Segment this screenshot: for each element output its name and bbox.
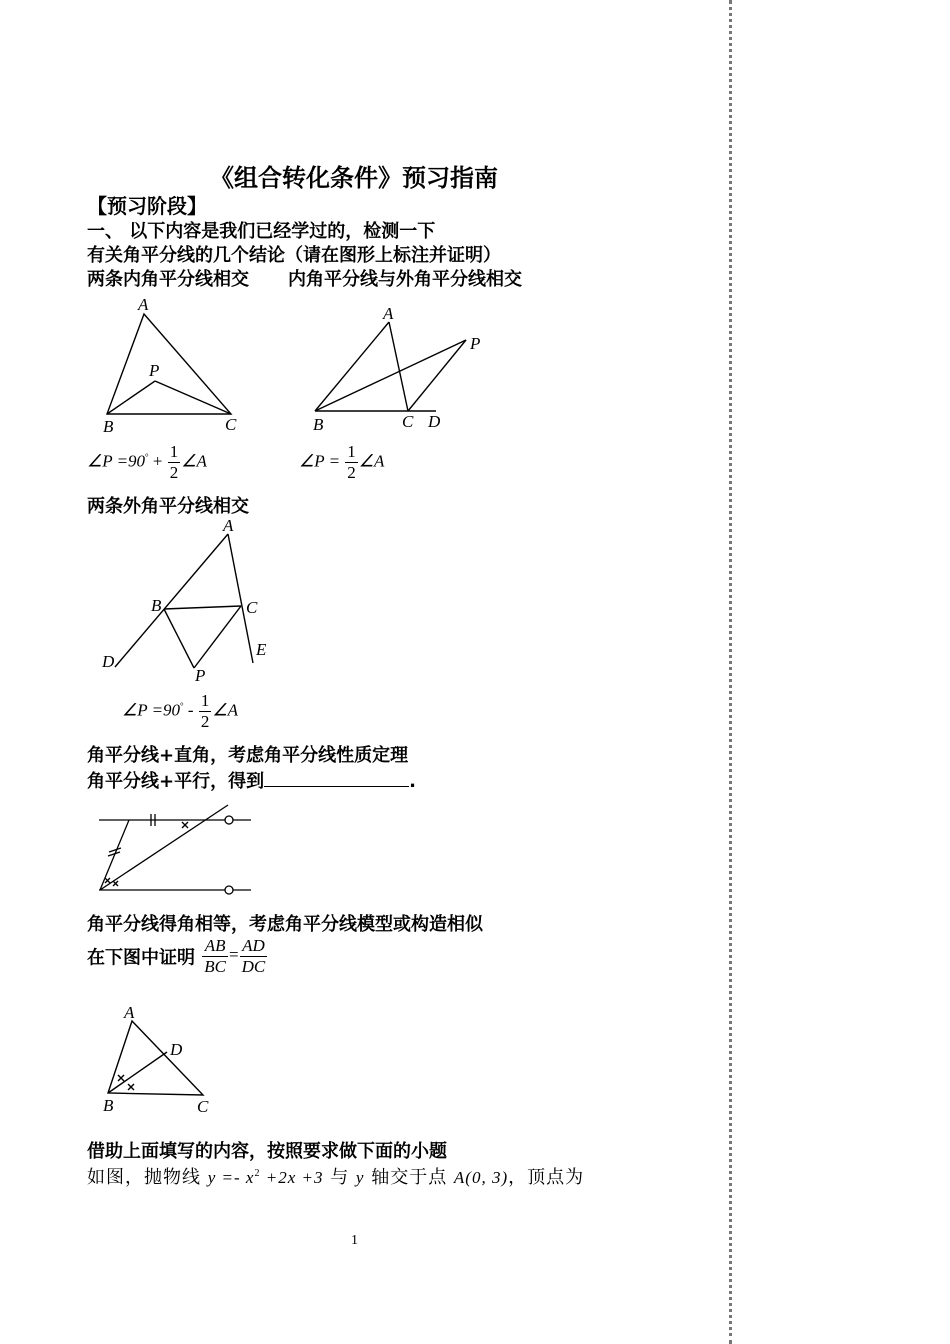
fig2-label-c: C	[402, 412, 414, 431]
binding-margin-line	[729, 0, 732, 1344]
formula-exterior: ∠P =90° - $\frac{1}{2}$ ∠A	[122, 691, 238, 731]
line-right-angle: 角平分线+直角，考虑角平分线性质定理	[87, 745, 409, 766]
task-heading: 借助上面填写的内容，按照要求做下面的小题	[87, 1141, 447, 1162]
fig2-label-d: D	[428, 412, 441, 431]
subheading: 有关角平分线的几个结论（请在图形上标注并证明）	[87, 245, 501, 266]
page-number: 1	[351, 1233, 358, 1248]
fig2-label-a: A	[383, 304, 394, 323]
fig3-label-p: P	[195, 666, 206, 685]
formula-interior-exterior: ∠P = $\frac{1}{2}$ ∠A	[299, 442, 385, 482]
figure-exterior-bisectors	[95, 510, 285, 690]
fig5-label-d: D	[170, 1040, 183, 1059]
fig3-label-b: B	[151, 596, 162, 615]
formula-interior: ∠P =90° + $\frac{1}{2}$ ∠A	[87, 442, 207, 482]
line-similar: 角平分线得角相等，考虑角平分线模型或构造相似	[87, 914, 483, 935]
fig1-label-b: B	[103, 417, 114, 436]
fig5-label-b: B	[103, 1096, 114, 1115]
figure-interior-exterior-bisectors	[305, 300, 505, 440]
case3-label: 两条外角平分线相交	[87, 496, 249, 517]
figure-angle-bisector-triangle	[95, 1000, 225, 1120]
figure-interior-bisectors	[95, 290, 255, 440]
section-heading: 【预习阶段】	[87, 194, 207, 218]
fig3-label-e: E	[256, 640, 267, 659]
task-line: 如图，抛物线 $y =- x^2 +2x +3$ 与 y 轴交于点 A(0, 3)，顶点为	[87, 1167, 585, 1188]
figure-bisector-parallel	[95, 800, 265, 900]
fig2-label-b: B	[313, 415, 324, 434]
fig2-label-p: P	[470, 334, 481, 353]
line-parallel: 角平分线+平行，得到 .	[87, 771, 416, 792]
fig1-label-p: P	[149, 361, 160, 380]
intro-line: 一、 以下内容是我们已经学过的，检测一下	[87, 221, 436, 242]
fig1-label-a: A	[138, 295, 149, 314]
prove-statement: 在下图中证明 $\frac{AB}{BC}$ = $\frac{AD}{DC}$	[87, 936, 266, 976]
fig1-label-c: C	[225, 415, 237, 434]
page-title: 《组合转化条件》预习指南	[210, 164, 498, 192]
answer-blank[interactable]	[264, 770, 409, 787]
case1-label: 两条内角平分线相交	[87, 269, 249, 290]
fig5-label-c: C	[197, 1097, 209, 1116]
fig5-label-a: A	[124, 1003, 135, 1022]
fig3-label-c: C	[246, 598, 258, 617]
fig3-label-d: D	[102, 652, 115, 671]
case2-label: 内角平分线与外角平分线相交	[288, 269, 522, 290]
fig3-label-a: A	[223, 516, 234, 535]
